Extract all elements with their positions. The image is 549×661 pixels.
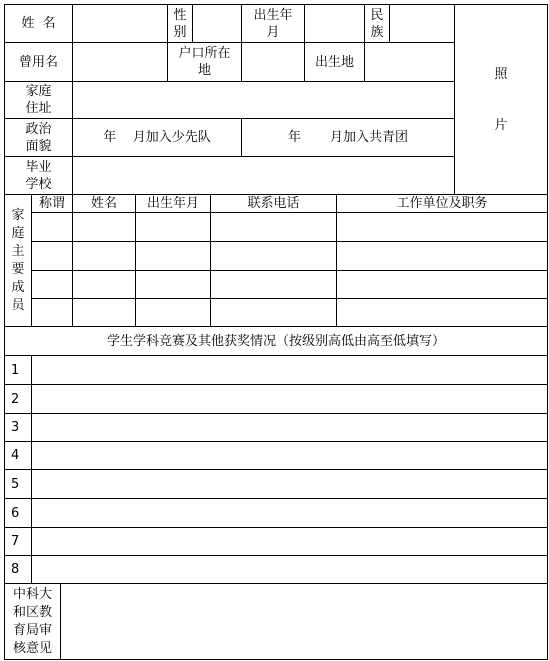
young-pioneers-date-field[interactable]: 年 月加入少先队 xyxy=(103,130,211,145)
youth-league-date-field[interactable]: 年 月加入共青团 xyxy=(288,130,408,145)
home-address-field[interactable] xyxy=(73,82,454,118)
family-col-employer: 工作单位及职务 xyxy=(396,196,488,211)
award-entry-field[interactable] xyxy=(32,556,547,583)
family-row[interactable] xyxy=(32,242,547,270)
review-opinion-field[interactable] xyxy=(61,584,547,659)
political-status-label: 政治 面貌 xyxy=(25,121,52,154)
award-entry-field[interactable] xyxy=(32,470,547,498)
family-col-birth: 出生年月 xyxy=(146,196,199,211)
award-row-number: 1 xyxy=(11,362,20,378)
award-row-number: 2 xyxy=(11,391,20,407)
gender-field[interactable] xyxy=(193,5,241,42)
home-address-label: 家庭 住址 xyxy=(25,84,52,116)
birthplace-field[interactable] xyxy=(365,43,454,81)
family-col-name: 姓名 xyxy=(90,196,117,211)
photo-placeholder[interactable]: 照 片 xyxy=(494,66,508,133)
family-row[interactable] xyxy=(32,299,547,326)
family-members-label: 家 庭 主 要 成 员 xyxy=(11,207,25,313)
gender-label: 性 别 xyxy=(173,7,187,40)
form-bottom-border xyxy=(4,659,548,660)
family-col-relation: 称谓 xyxy=(38,196,65,211)
family-row[interactable] xyxy=(32,213,547,241)
ethnicity-field[interactable] xyxy=(390,5,454,42)
award-entry-field[interactable] xyxy=(32,356,547,384)
former-name-label: 曾用名 xyxy=(18,54,58,70)
award-row-number: 5 xyxy=(11,476,20,492)
birth-date-field[interactable] xyxy=(305,5,364,42)
form-right-border xyxy=(547,4,548,660)
award-entry-field[interactable] xyxy=(32,414,547,441)
award-row-number: 4 xyxy=(11,448,20,463)
name-label: 姓 名 xyxy=(21,16,56,31)
award-entry-field[interactable] xyxy=(32,528,547,555)
award-entry-field[interactable] xyxy=(32,499,547,527)
award-entry-field[interactable] xyxy=(32,442,547,469)
birthplace-label: 出生地 xyxy=(314,54,354,70)
graduated-school-field[interactable] xyxy=(73,157,454,194)
award-row-number: 7 xyxy=(11,534,20,549)
hukou-label: 户口所在 地 xyxy=(178,46,231,78)
award-row-number: 6 xyxy=(11,505,20,521)
name-field[interactable] xyxy=(73,5,167,42)
award-row-number: 3 xyxy=(11,420,20,435)
family-col-phone: 联系电话 xyxy=(247,196,300,211)
award-entry-field[interactable] xyxy=(32,385,547,413)
review-opinion-label: 中科大 和区教 育局审 核意见 xyxy=(12,586,52,656)
award-row-number: 8 xyxy=(11,562,20,577)
graduated-school-label: 毕业 学校 xyxy=(25,159,52,192)
awards-section-title: 学生学科竞赛及其他获奖情况（按级别高低由高至低填写） xyxy=(106,333,445,349)
former-name-field[interactable] xyxy=(73,43,167,81)
hukou-field[interactable] xyxy=(242,43,304,81)
ethnicity-label: 民 族 xyxy=(370,7,384,40)
birth-date-label: 出生年 月 xyxy=(253,7,293,40)
family-row[interactable] xyxy=(32,271,547,298)
